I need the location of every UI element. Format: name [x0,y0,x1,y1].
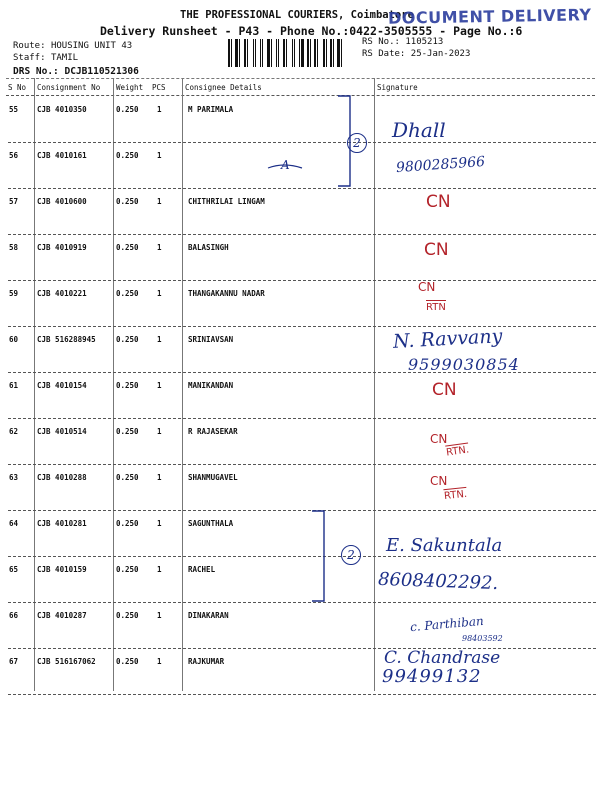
cn-mark-57: CN [426,192,451,212]
row-consignment: CJB 4010514 [37,427,87,436]
row-weight: 0.250 [116,243,139,252]
row-consignment: CJB 4010600 [37,197,87,206]
barcode-bar [231,39,232,67]
row-consignment: CJB 4010287 [37,611,87,620]
row-consignee: SAGUNTHALA [188,519,234,528]
row-sno: 60 [9,335,19,344]
margin-note: A [281,158,290,172]
row-weight: 0.250 [116,427,139,436]
row-consignee: SRINIAVSAN [188,335,234,344]
row-consignment: CJB 4010159 [37,565,87,574]
barcode-bar [301,39,304,67]
drs-line [13,66,139,77]
row-pcs: 1 [157,105,162,114]
route-line [13,41,132,51]
rtn-mark-63: RTN. [443,488,468,503]
barcode-bar [326,39,327,67]
handwritten-marks [250,90,370,620]
barcode-bar [253,39,254,67]
row-consignee: MANIKANDAN [188,381,234,390]
rs-date-value: 25-Jan-2023 [410,49,471,59]
row-weight: 0.250 [116,151,139,160]
barcode-bar [233,39,234,67]
rtn-mark-59: RTN [426,302,446,313]
col-header-consignment: Consignment No [37,83,101,92]
row-consignment: CJB 516288945 [37,335,96,344]
row-pcs: 1 [157,519,162,528]
row-sno: 62 [9,427,19,436]
row-consignment: CJB 4010288 [37,473,87,482]
barcode-bar [271,39,272,67]
rtn-mark-62: RTN. [445,444,470,459]
signature-64: E. Sakuntala [386,535,503,556]
row-weight: 0.250 [116,381,139,390]
row-sno: 58 [9,243,19,252]
row-weight: 0.250 [116,473,139,482]
phone-65: 8608402292. [377,568,499,595]
barcode-bar [244,39,246,67]
rs-no-label: RS No.: [362,37,400,47]
barcode-bar [239,39,240,67]
row-consignee: BALASINGH [188,243,229,252]
col-header-pcs: PCS [152,83,166,92]
row-pcs: 1 [157,473,162,482]
barcode-bar [273,39,275,67]
row-consignment: CJB 4010350 [37,105,87,114]
barcode-bar [296,39,298,67]
col-header-weight: Weight [116,83,144,92]
company-title: THE PROFESSIONAL COURIERS, Coimbatore [180,9,414,21]
staff-line [13,53,78,63]
phone-60: 9599030854 [408,355,520,374]
staff-value: TAMIL [50,53,79,63]
barcode-bar [262,39,263,67]
row-weight: 0.250 [116,335,139,344]
rs-no-value: 1105213 [405,37,444,47]
barcode-bar [228,39,230,67]
barcode-bar [241,39,243,67]
phone-67: 99499132 [382,666,482,687]
barcode [228,39,356,67]
barcode-bar [255,39,256,67]
row-weight: 0.250 [116,657,139,666]
row-divider [8,694,596,695]
barcode-bar [278,39,279,67]
row-sno: 66 [9,611,19,620]
circled-count-mark: 2 [347,133,367,153]
row-consignee: DINAKARAN [188,611,229,620]
row-consignment: CJB 4010221 [37,289,87,298]
barcode-bar [343,39,345,67]
row-pcs: 1 [157,565,162,574]
row-consignment: CJB 4010161 [37,151,87,160]
row-pcs: 1 [157,381,162,390]
row-pcs: 1 [157,289,162,298]
row-pcs: 1 [157,151,162,160]
phone-56: 9800285966 [395,153,486,177]
barcode-bar [323,39,325,67]
barcode-bar [310,39,311,67]
barcode-bar [328,39,329,67]
row-weight: 0.250 [116,105,139,114]
cn-mark-61: CN [432,380,457,400]
row-pcs: 1 [157,243,162,252]
barcode-bar [235,39,238,67]
row-pcs: 1 [157,657,162,666]
row-consignee: RAJKUMAR [188,657,225,666]
barcode-bar [267,39,270,67]
row-weight: 0.250 [116,289,139,298]
phone-66: 98403592 [462,634,503,643]
barcode-bar [276,39,277,67]
barcode-bar [333,39,334,67]
row-consignment: CJB 516167062 [37,657,96,666]
route-value: HOUSING UNIT 43 [50,41,133,51]
drs-value: DCJB110521306 [64,66,139,77]
row-sno: 59 [9,289,19,298]
rs-date-label: RS Date: [362,49,406,59]
row-consignee: R RAJASEKAR [188,427,238,436]
signature-67: C. Chandrase [384,648,501,668]
barcode-bar [286,39,287,67]
barcode-bar [319,39,322,67]
staff-label: Staff: [13,53,46,63]
signature-66: c. Parthiban [409,613,485,635]
table-top-rule [6,78,595,79]
row-pcs: 1 [157,611,162,620]
barcode-bar [314,39,316,67]
barcode-bar [257,39,259,67]
row-consignee: M PARIMALA [188,105,234,114]
circled-count-mark: 2 [341,545,361,565]
barcode-bar [283,39,285,67]
barcode-bar [288,39,291,67]
row-consignment: CJB 4010154 [37,381,87,390]
bracket-mark [312,511,324,601]
barcode-bar [341,39,342,67]
signature-60: N. Ravvany [392,325,503,353]
barcode-bar [305,39,306,67]
barcode-bar [307,39,309,67]
barcode-bar [312,39,313,67]
row-weight: 0.250 [116,611,139,620]
row-sno: 63 [9,473,19,482]
row-consignment: CJB 4010281 [37,519,87,528]
barcode-bar [292,39,293,67]
barcode-bar [330,39,332,67]
barcode-bar [260,39,261,67]
row-consignee: CHITHRILAI LINGAM [188,197,265,206]
cn-mark-59: CN [418,280,436,294]
row-pcs: 1 [157,335,162,344]
barcode-bar [247,39,248,67]
row-sno: 56 [9,151,19,160]
drs-label: DRS No.: [13,66,59,77]
rs-date-line [362,49,470,59]
document-delivery-stamp: DOCUMENT DELIVERY [387,5,592,28]
route-label: Route: [13,41,46,51]
row-sno: 64 [9,519,19,528]
runsheet-title: Delivery Runsheet - P43 - Phone No.:0422-3505555 - Page No.:6 [100,24,523,38]
cn-mark-62: CN [430,432,448,446]
barcode-bar [249,39,252,67]
barcode-bar [264,39,266,67]
row-consignment: CJB 4010919 [37,243,87,252]
barcode-bar [294,39,295,67]
row-weight: 0.250 [116,519,139,528]
col-header-consignee: Consignee Details [185,83,262,92]
row-weight: 0.250 [116,565,139,574]
row-consignee: RACHEL [188,565,216,574]
cn-mark-58: CN [424,240,449,260]
barcode-bar [280,39,282,67]
row-consignee: THANGAKANNU NADAR [188,289,265,298]
barcode-bar [335,39,336,67]
row-pcs: 1 [157,427,162,436]
row-sno: 67 [9,657,19,666]
row-sno: 55 [9,105,19,114]
row-sno: 61 [9,381,19,390]
row-weight: 0.250 [116,197,139,206]
barcode-bar [317,39,318,67]
barcode-bar [299,39,300,67]
cn-mark-63: CN [430,474,448,488]
barcode-bar [337,39,340,67]
row-pcs: 1 [157,197,162,206]
row-sno: 65 [9,565,19,574]
signature-55: Dhall [392,118,446,142]
table-row [0,649,600,695]
row-consignee: SHANMUGAVEL [188,473,238,482]
rs-no-line [362,37,443,47]
col-header-sno: S No [8,83,27,92]
col-header-signature: Signature [377,83,418,92]
row-sno: 57 [9,197,19,206]
